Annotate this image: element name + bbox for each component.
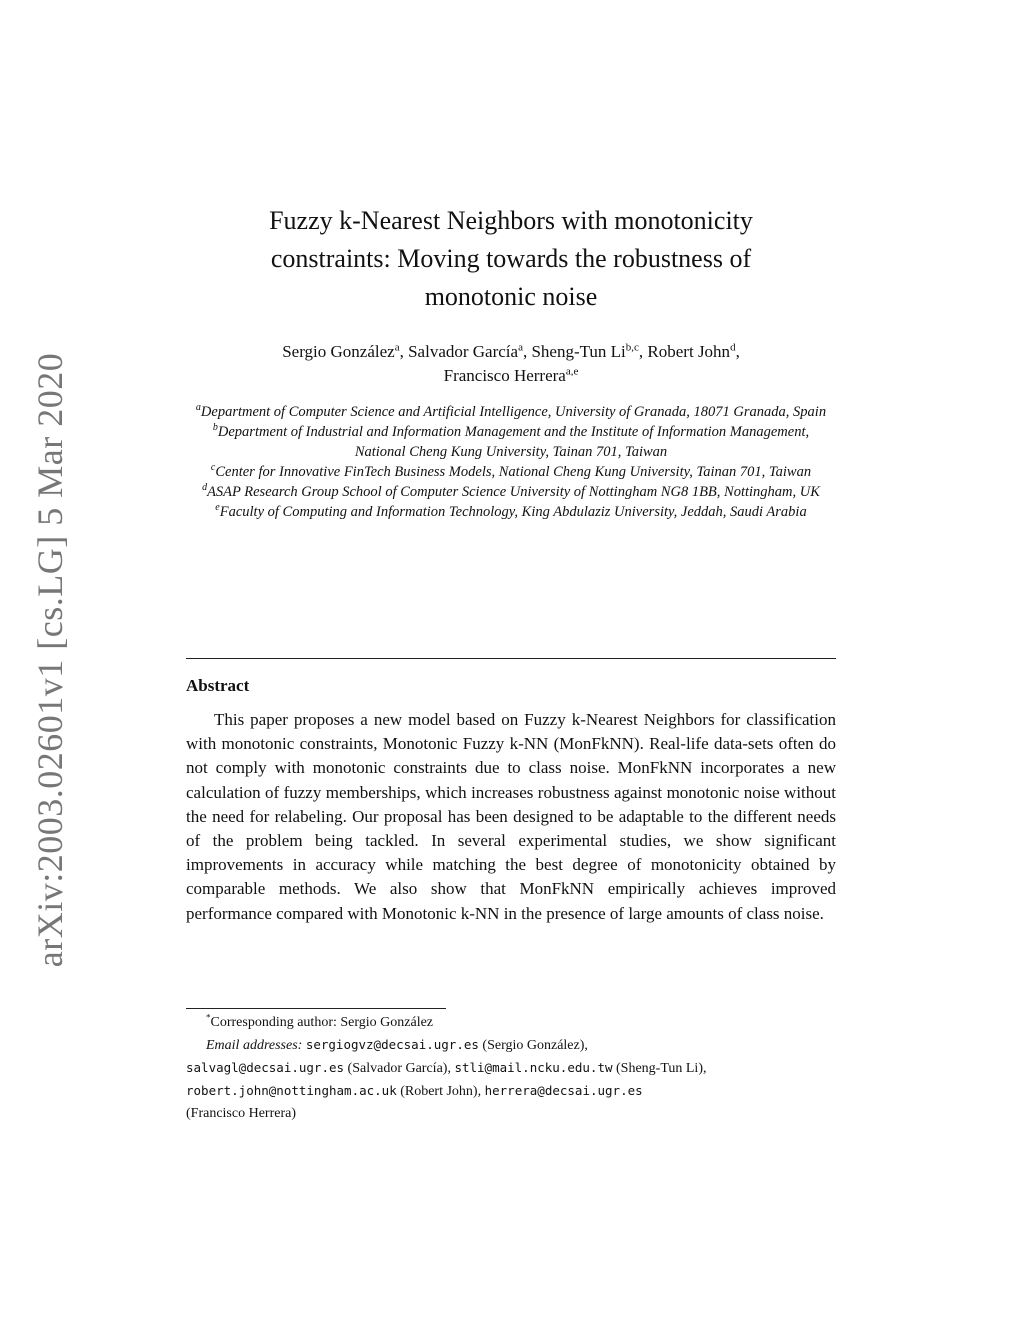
abstract-heading: Abstract (186, 676, 250, 695)
author-list (186, 340, 836, 388)
affiliation: $^e$Faculty of Computing and Information Technology, King Abdulaziz University, Jeddah, Saudi Arabia (215, 502, 807, 520)
email-line-3: robert.john@nottingham.ac.uk (Robert John), herrera@decsai.ugr.es (186, 1083, 643, 1099)
email-label: Email addresses: (206, 1038, 303, 1053)
title-line-2: constraints: Moving towards the robustness of (270, 244, 752, 273)
author: Robert John$^d$, (647, 341, 740, 361)
abstract-top-rule (186, 658, 836, 659)
title-line-3: monotonic noise (424, 282, 598, 311)
author: Francisco Herrera$^{a,e}$ (443, 365, 579, 385)
footnote (186, 1012, 836, 1125)
email-line-1: Email addresses: sergiogvz@decsai.ugr.es (Sergio González), (206, 1037, 588, 1053)
email-link[interactable]: robert.john@nottingham.ac.uk (186, 1083, 397, 1098)
paper-title (186, 202, 836, 316)
arxiv-identifier-text: arXiv:2003.02601v1 [cs.LG] 5 Mar 2020 (30, 352, 70, 968)
title-line-1: Fuzzy k-Nearest Neighbors with monotonicity (269, 206, 753, 235)
arxiv-identifier (20, 352, 80, 968)
email-link[interactable]: herrera@decsai.ugr.es (484, 1083, 643, 1098)
affiliation: $^c$Center for Innovative FinTech Business Models, National Cheng Kung University, Tainan 701, Taiwan (210, 462, 812, 480)
author: Sergio González$^a$, (282, 341, 409, 361)
email-line-4: (Francisco Herrera) (186, 1106, 296, 1121)
corresponding-author-note: *Corresponding author: Sergio González (206, 1012, 434, 1030)
affiliation-list (186, 402, 836, 522)
email-link[interactable]: stli@mail.ncku.edu.tw (454, 1060, 613, 1075)
affiliation: $^a$Department of Computer Science and Artificial Intelligence, University of Granada, 18071 Granada, Spain (195, 402, 827, 420)
affiliation: $^d$ASAP Research Group School of Computer Science University of Nottingham NG8 1BB, Nottingham, UK (202, 482, 820, 500)
affiliation: $^b$Department of Industrial and Information Management and the Institute of Information Management, National Cheng Kung University, Tainan 701, Taiwan (212, 422, 810, 460)
email-line-2: salvagl@decsai.ugr.es (Salvador García), stli@mail.ncku.edu.tw (Sheng-Tun Li), (186, 1060, 707, 1076)
email-link[interactable]: sergiogvz@decsai.ugr.es (305, 1037, 479, 1052)
author: Salvador García$^a$, (408, 341, 532, 361)
author: Sheng-Tun Li$^{b,c}$, (531, 341, 648, 361)
abstract-body: This paper proposes a new model based on Fuzzy k-Nearest Neighbors for classification with monotonic constraints, Monotonic Fuzzy k-NN (MonFkNN). Real-life data-sets often do not comply with monotonic constraints due to class noise. MonFkNN incorporates a new calculation of fuzzy memberships, which increases robustness against monotonic noise without the need for relabeling. Our proposal has been designed to be adaptable to the different needs of the problem being tackled. In several experimental studies, we show significant improvements in accuracy while matching the best degree of monotonicity obtained by comparable methods. We also show that MonFkNN empirically achieves improved performance compared with Monotonic k-NN in the presence of large amounts of class noise. (186, 710, 836, 923)
email-link[interactable]: salvagl@decsai.ugr.es (186, 1060, 345, 1075)
footnote-rule (186, 1008, 446, 1009)
